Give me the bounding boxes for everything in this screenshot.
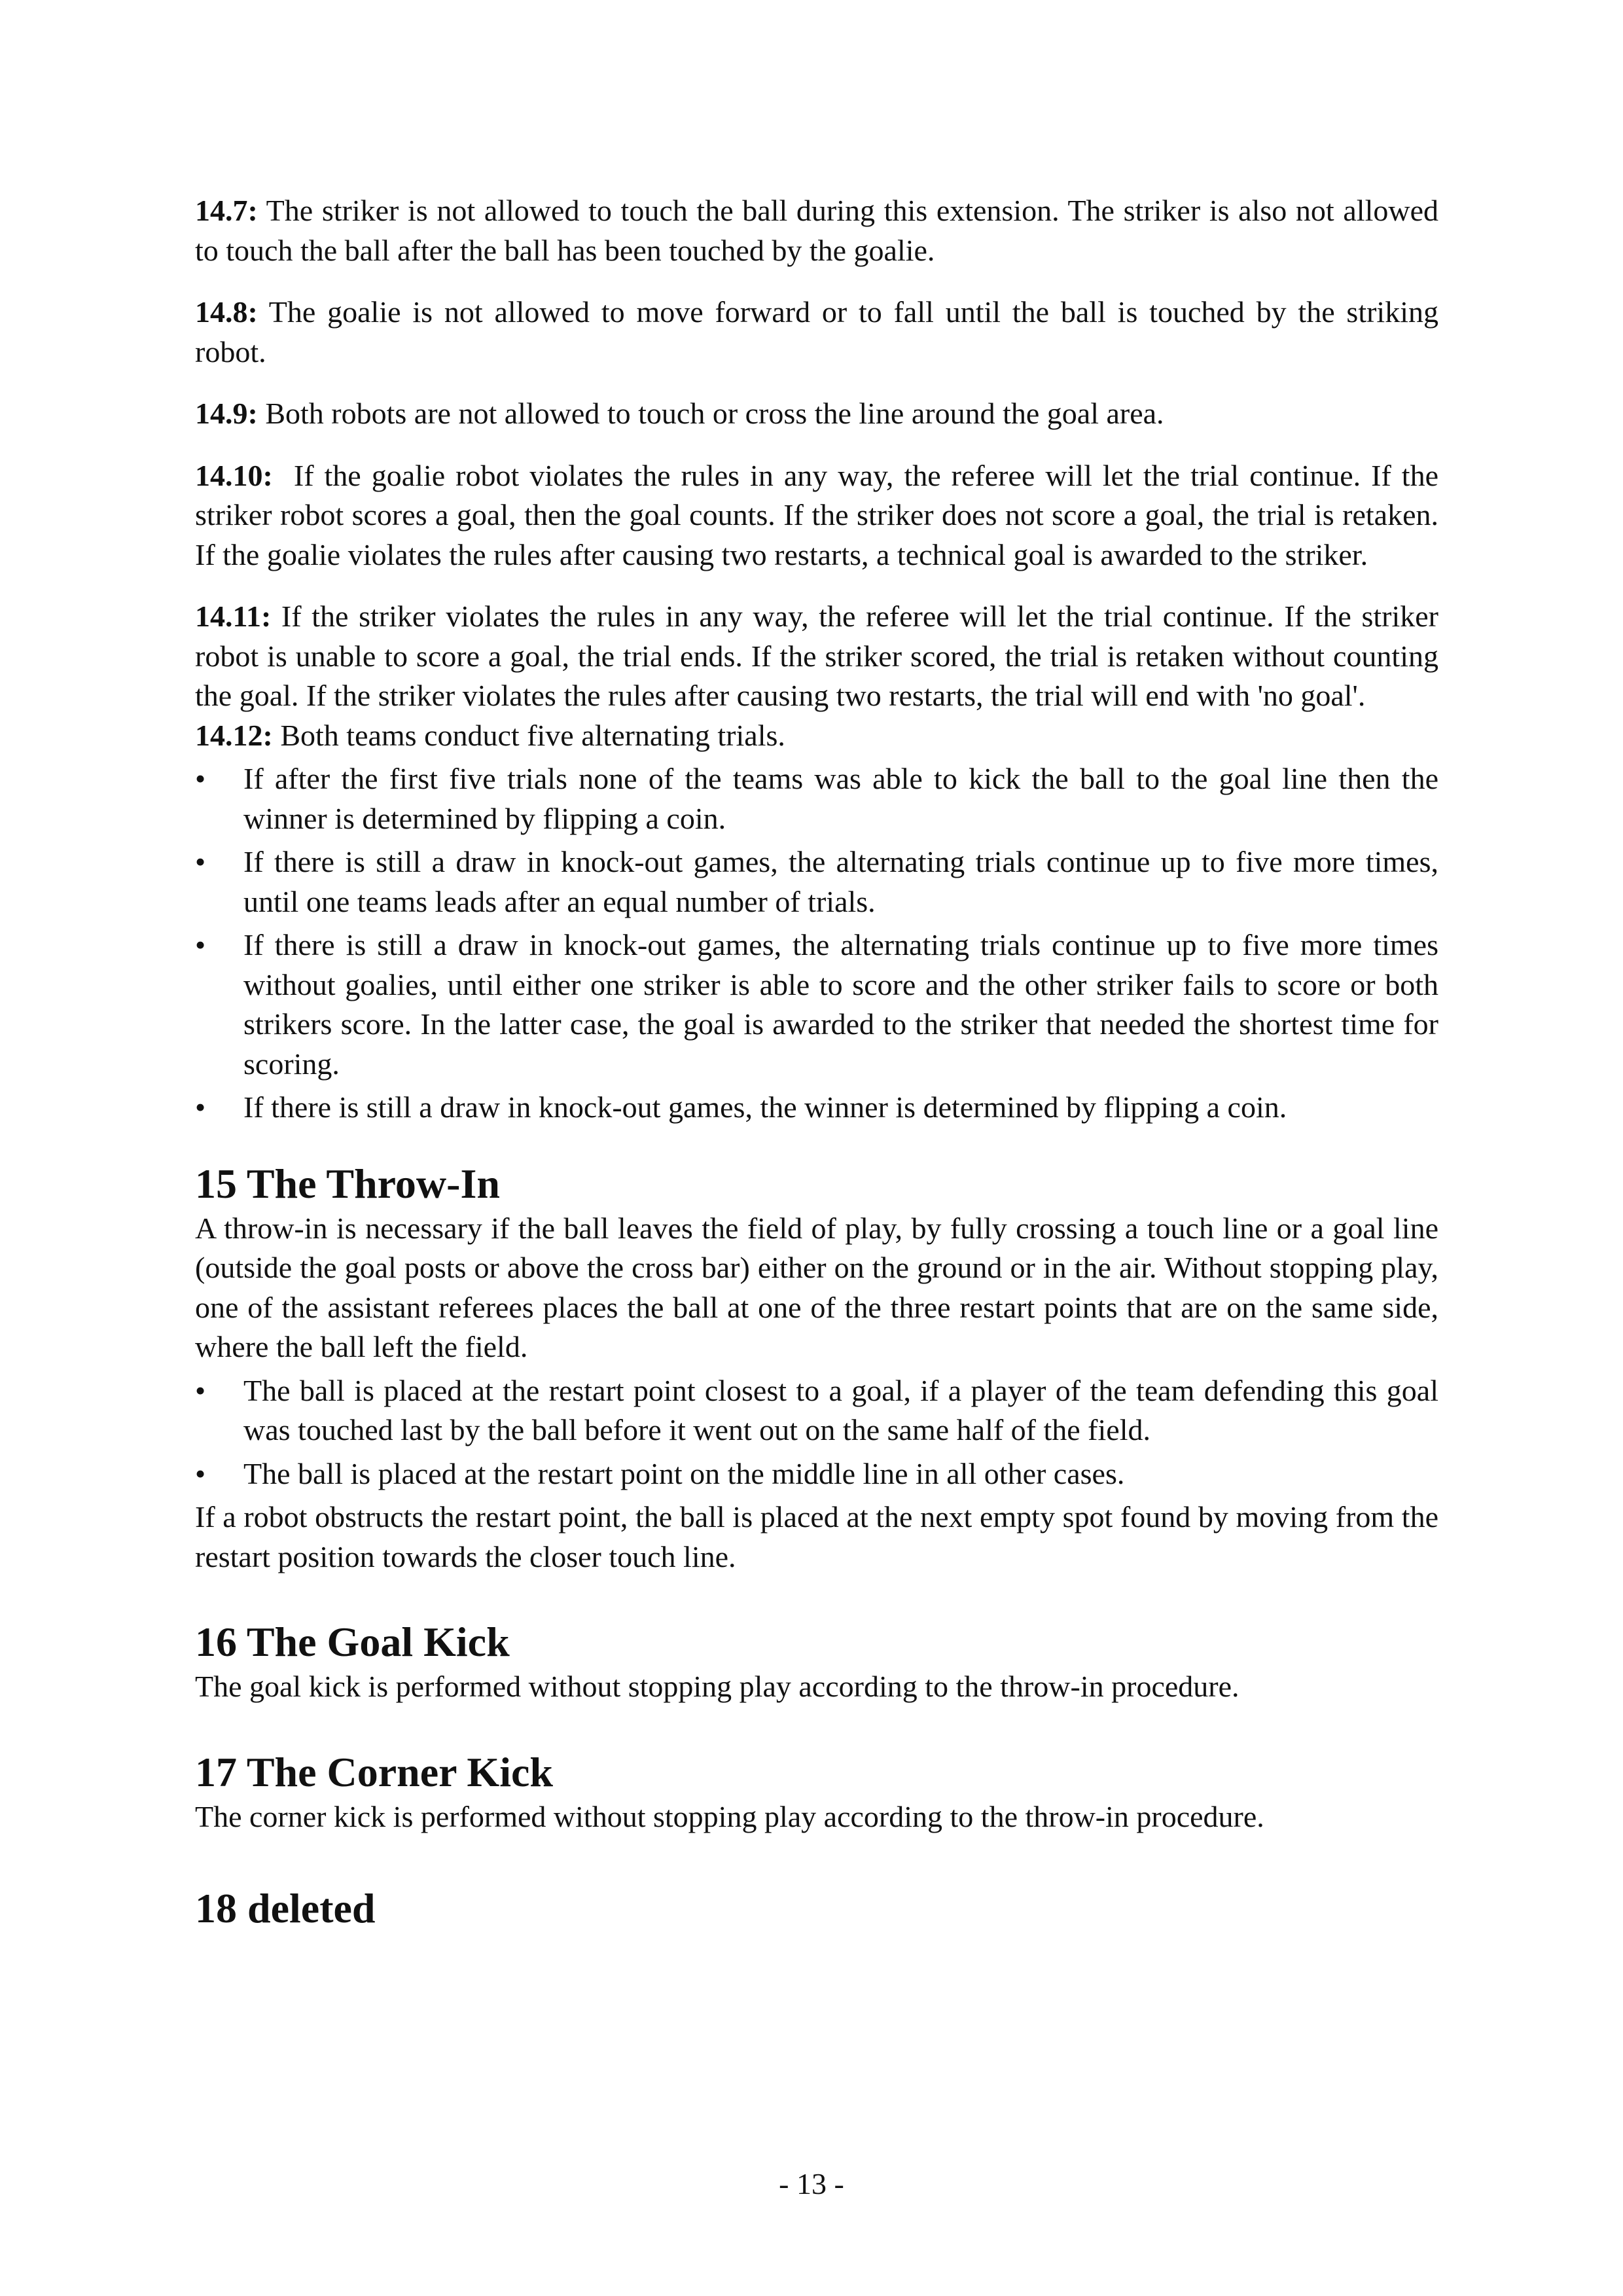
section-heading-deleted: 18 deleted xyxy=(195,1885,376,1931)
bullet-icon: • xyxy=(195,1456,206,1490)
section-heading-corner-kick: 17 The Corner Kick xyxy=(195,1748,553,1795)
list-item xyxy=(195,759,1438,838)
rule-number: 14.8: xyxy=(195,295,258,329)
rule-text: The goalie is not allowed to move forward or to fall until the ball is touched by the striking robot. xyxy=(195,295,1438,368)
rule-text: If the striker violates the rules in any way, the referee will let the trial continue. If the striker robot is unable to score a goal, the trial ends. If the striker scored, the trial is retaken without counting the goal. If the striker violates the rules after causing two restarts, the trial will end with 'no goal'. xyxy=(195,600,1438,712)
rule-number: 14.11: xyxy=(195,600,272,633)
rule-14-12-bullet-list xyxy=(195,759,1438,1128)
list-item-text: If after the first five trials none of the teams was able to kick the ball to the goal line then the winner is determined by flipping a coin. xyxy=(243,762,1438,835)
section-17-text: The corner kick is performed without stopping play according to the throw-in procedure. xyxy=(195,1799,1264,1833)
bullet-icon: • xyxy=(195,1373,206,1407)
section-16-text: The goal kick is performed without stopping play according to the throw-in procedure. xyxy=(195,1670,1240,1703)
list-item xyxy=(195,1454,1438,1494)
list-item-text: The ball is placed at the restart point closest to a goal, if a player of the team defending this goal was touched last by the ball before it went out on the same half of the field. xyxy=(243,1373,1438,1446)
list-item xyxy=(195,1088,1438,1128)
list-item xyxy=(195,1371,1438,1450)
rule-number: 14.9: xyxy=(195,397,258,430)
rule-number: 14.12: xyxy=(195,718,273,752)
section-15-intro: A throw-in is necessary if the ball leaves the field of play, by fully crossing a touch line or a goal line (outside the goal posts or above the cross bar) either on the ground or in the air. Without stopping play, one of the assistant referees places the ball at one of the three restart points that are on the same side, where the ball left the field. xyxy=(195,1211,1438,1363)
list-item xyxy=(195,842,1438,922)
rule-text: Both robots are not allowed to touch or cross the line around the goal area. xyxy=(257,397,1164,430)
rule-14-9 xyxy=(195,394,1438,434)
rule-14-7 xyxy=(195,191,1438,270)
section-heading-goal-kick: 16 The Goal Kick xyxy=(195,1619,510,1665)
list-item-text: If there is still a draw in knock-out games, the winner is determined by flipping a coin. xyxy=(243,1090,1287,1124)
bullet-icon: • xyxy=(195,928,206,961)
rule-number: 14.7: xyxy=(195,194,258,227)
page-number: - 13 - xyxy=(779,2167,844,2200)
rule-text: Both teams conduct five alternating trials. xyxy=(272,718,785,752)
document-body xyxy=(195,191,1446,1933)
list-item-text: The ball is placed at the restart point on the middle line in all other cases. xyxy=(243,1456,1125,1490)
section-15-outro: If a robot obstructs the restart point, the ball is placed at the next empty spot found by moving from the restart position towards the closer touch line. xyxy=(195,1500,1438,1573)
rule-text: The striker is not allowed to touch the ball during this extension. The striker is also not allowed to touch the ball after the ball has been touched by the goalie. xyxy=(195,194,1438,267)
rule-14-12 xyxy=(195,716,1438,756)
rule-14-11 xyxy=(195,597,1438,716)
list-item xyxy=(195,925,1438,1084)
list-item-text: If there is still a draw in knock-out games, the alternating trials continue up to five more times without goalies, until either one striker is able to score and the other striker fails to score or both strikers score. In the latter case, the goal is awarded to the striker that needed the shortest time for scoring. xyxy=(243,928,1438,1081)
rule-text: If the goalie robot violates the rules in any way, the referee will let the trial continue. If the striker robot scores a goal, then the goal counts. If the striker does not score a goal, the trial is retaken. If the goalie violates the rules after causing two restarts, a technical goal is awarded to the striker. xyxy=(195,458,1446,571)
section-heading-throw-in: 15 The Throw-In xyxy=(195,1160,500,1207)
list-item-text: If there is still a draw in knock-out games, the alternating trials continue up to five more times, until one teams leads after an equal number of trials. xyxy=(243,845,1438,918)
bullet-icon: • xyxy=(195,762,206,795)
section-15-bullet-list xyxy=(195,1371,1438,1494)
rule-number: 14.10: xyxy=(195,458,273,492)
rule-14-10 xyxy=(195,456,1446,575)
bullet-icon: • xyxy=(195,845,206,878)
rule-14-8 xyxy=(195,293,1438,372)
bullet-icon: • xyxy=(195,1090,206,1124)
